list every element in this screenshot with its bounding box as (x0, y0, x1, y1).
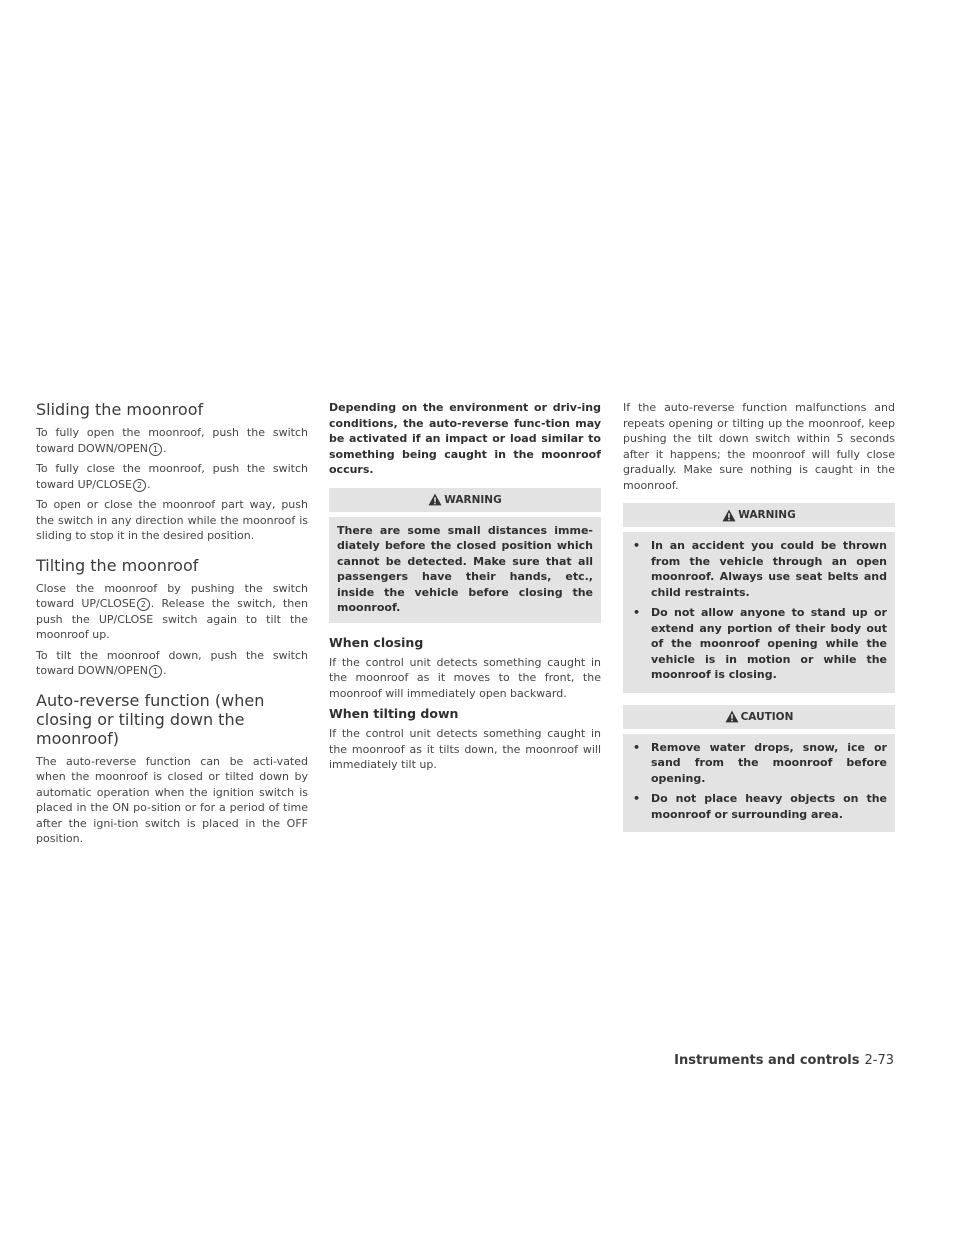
heading-when-closing: When closing (329, 634, 424, 650)
caution-label: CAUTION (740, 710, 794, 723)
paragraph-malfunction: If the auto-reverse function malfunctions and repeats opening or tilting up the moonroof, keep pushing the tilt down switch within 5 seconds after it happens; the moonroof will fully close gradually. Make sure nothing is caught in the moonroof. (623, 401, 895, 492)
column-left (36, 400, 308, 852)
column-right (623, 400, 895, 844)
warning-body (623, 532, 895, 693)
warning-header (329, 488, 601, 512)
paragraph-tilt-up: Close the moonroof by pushing the switch toward UP/CLOSE 2 . Release the switch, then push the UP/CLOSE switch again to tilt the moonroof up. (36, 581, 308, 641)
heading-auto-reverse: Auto-reverse function (when closing or tilting down the moonroof) (36, 690, 265, 748)
paragraph-tilt-down: To tilt the moonroof down, push the switch toward DOWN/OPEN 1 . (36, 648, 308, 677)
paragraph-auto-reverse: The auto-reverse function can be acti-vated when the moonroof is closed or tilted down by automatic operation when the ignition switch is placed in the ON po-sition or for a period of time after the igni-tion switch is placed in the OFF position. (36, 754, 308, 845)
callout-1: 1 (149, 665, 162, 678)
column-middle (329, 400, 601, 778)
caution-body (623, 734, 895, 833)
list-item: • Remove water drops, snow, ice or sand from the moonroof before opening. (633, 740, 887, 785)
callout-2: 2 (133, 479, 146, 492)
warning-body (329, 517, 601, 623)
paragraph-fully-open: To fully open the moonroof, push the switch toward DOWN/OPEN 1 . (36, 426, 308, 455)
callout-2: 2 (137, 598, 150, 611)
paragraph-auto-reverse-note: Depending on the environment or driv-ing conditions, the auto-reverse func-tion may be activated if an impact or load similar to something being caught in the moonroof occurs. (329, 401, 601, 476)
caution-list (631, 740, 887, 823)
heading-when-tilting-down: When tilting down (329, 706, 459, 721)
warning-label: WARNING (738, 509, 796, 521)
warning-triangle-icon (725, 710, 739, 723)
heading-tilting-moonroof: Tilting the moonroof (36, 555, 199, 575)
paragraph-part-way: To open or close the moonroof part way, push the switch in any direction while the moonroof is sliding to stop it in the desired position. (36, 498, 308, 542)
warning-triangle-icon (428, 493, 442, 506)
caution-header (623, 705, 895, 729)
warning-header (623, 503, 895, 527)
page-number: 2-73 (864, 1053, 894, 1068)
list-item: • Do not allow anyone to stand up or extend any portion of their body out of the moonroof opening while the vehicle is in motion or while the moonroof is closing. (633, 606, 887, 681)
paragraph-when-tilting-down: If the control unit detects something caught in the moonroof as it tilts down, the moonroof will immediately tilt up. (329, 727, 601, 771)
footer-section-title: Instruments and controls (674, 1053, 860, 1068)
list-item: • Do not place heavy objects on the moonroof or surrounding area. (633, 792, 887, 821)
warning-triangle-icon (722, 509, 736, 522)
warning-list (631, 538, 887, 683)
warning-text: There are some small distances imme-diately before the closed position which cannot be detected. Make sure that all passengers have their hands, etc., inside the vehicle before closing the moonroof. (337, 523, 593, 614)
warning-label: WARNING (444, 493, 502, 506)
list-item: • In an accident you could be thrown from the vehicle through an open moonroof. Always use seat belts and child restraints. (633, 539, 887, 599)
warning-box (623, 503, 895, 693)
heading-sliding-moonroof: Sliding the moonroof (36, 400, 204, 419)
caution-box (623, 705, 895, 833)
page-footer (674, 1052, 894, 1069)
warning-box (329, 488, 601, 623)
paragraph-when-closing: If the control unit detects something caught in the moonroof as it moves to the front, the moonroof will immediately open backward. (329, 655, 601, 700)
paragraph-fully-close: To fully close the moonroof, push the switch toward UP/CLOSE 2 . (36, 462, 308, 491)
callout-1: 1 (149, 443, 162, 456)
